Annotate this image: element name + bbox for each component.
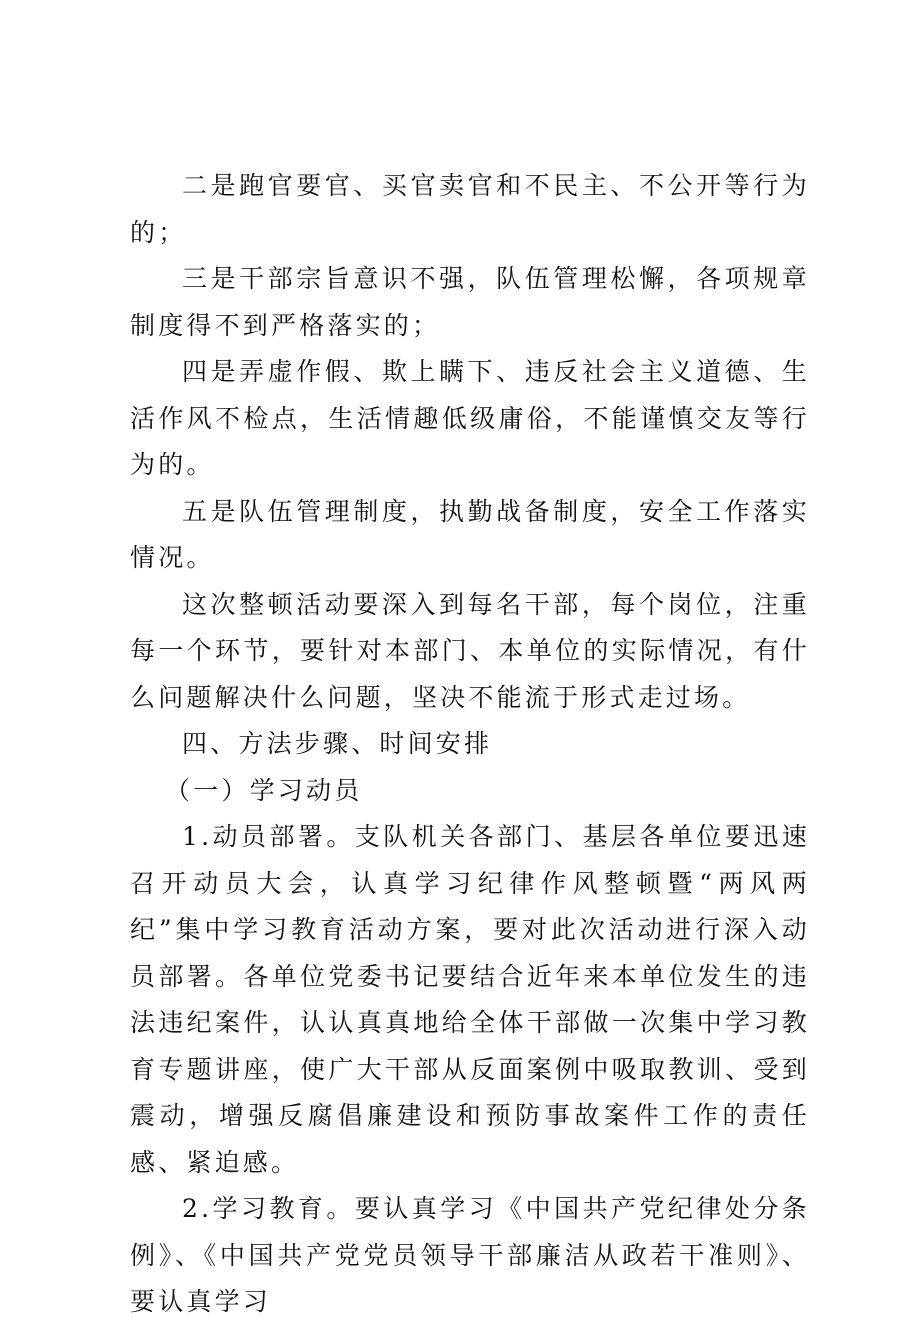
paragraph-item-2: 二是跑官要官、买官卖官和不民主、不公开等行为的； — [130, 171, 810, 247]
paragraph-rectification-scope: 这次整顿活动要深入到每名干部，每个岗位，注重每一个环节，要针对本部门、本单位的实际情况，有什么问题解决什么问题，坚决不能流于形式走过场。 — [130, 589, 810, 712]
paragraph-item-5: 五是队伍管理制度，执勤战备制度，安全工作落实情况。 — [130, 496, 810, 572]
paragraph-item-3: 三是干部宗旨意识不强，队伍管理松懈，各项规章制度得不到严格落实的； — [130, 264, 810, 340]
subsection-heading-study: （一）学习动员 — [165, 775, 363, 805]
paragraph-item-4: 四是弄虚作假、欺上瞒下、违反社会主义道德、生活作风不检点，生活情趣低级庸俗，不能谨慎交友等行为的。 — [130, 357, 810, 479]
paragraph-mobilization: 1.动员部署。支队机关各部门、基层各单位要迅速召开动员大会，认真学习纪律作风整顿暨“两风两纪”集中学习教育活动方案，要对此次活动进行深入动员部署。各单位党委书记要结合近年来本单位发生的违法违纪案件，认认真真地给全体干部做一次集中学习教育专题讲座，使广大干部从反面案例中吸取教训、受到震动，增强反腐倡廉建设和预防事故案件工作的责任感、紧迫感。 — [130, 822, 810, 1177]
section-heading-methods: 四、方法步骤、时间安排 — [182, 729, 493, 758]
document-body — [130, 163, 810, 1326]
paragraph-study-education: 2.学习教育。要认真学习《中国共产党纪律处分条例》、《中国共产党党员领导干部廉洁从政若干准则》、要认真学习 — [130, 1194, 810, 1316]
